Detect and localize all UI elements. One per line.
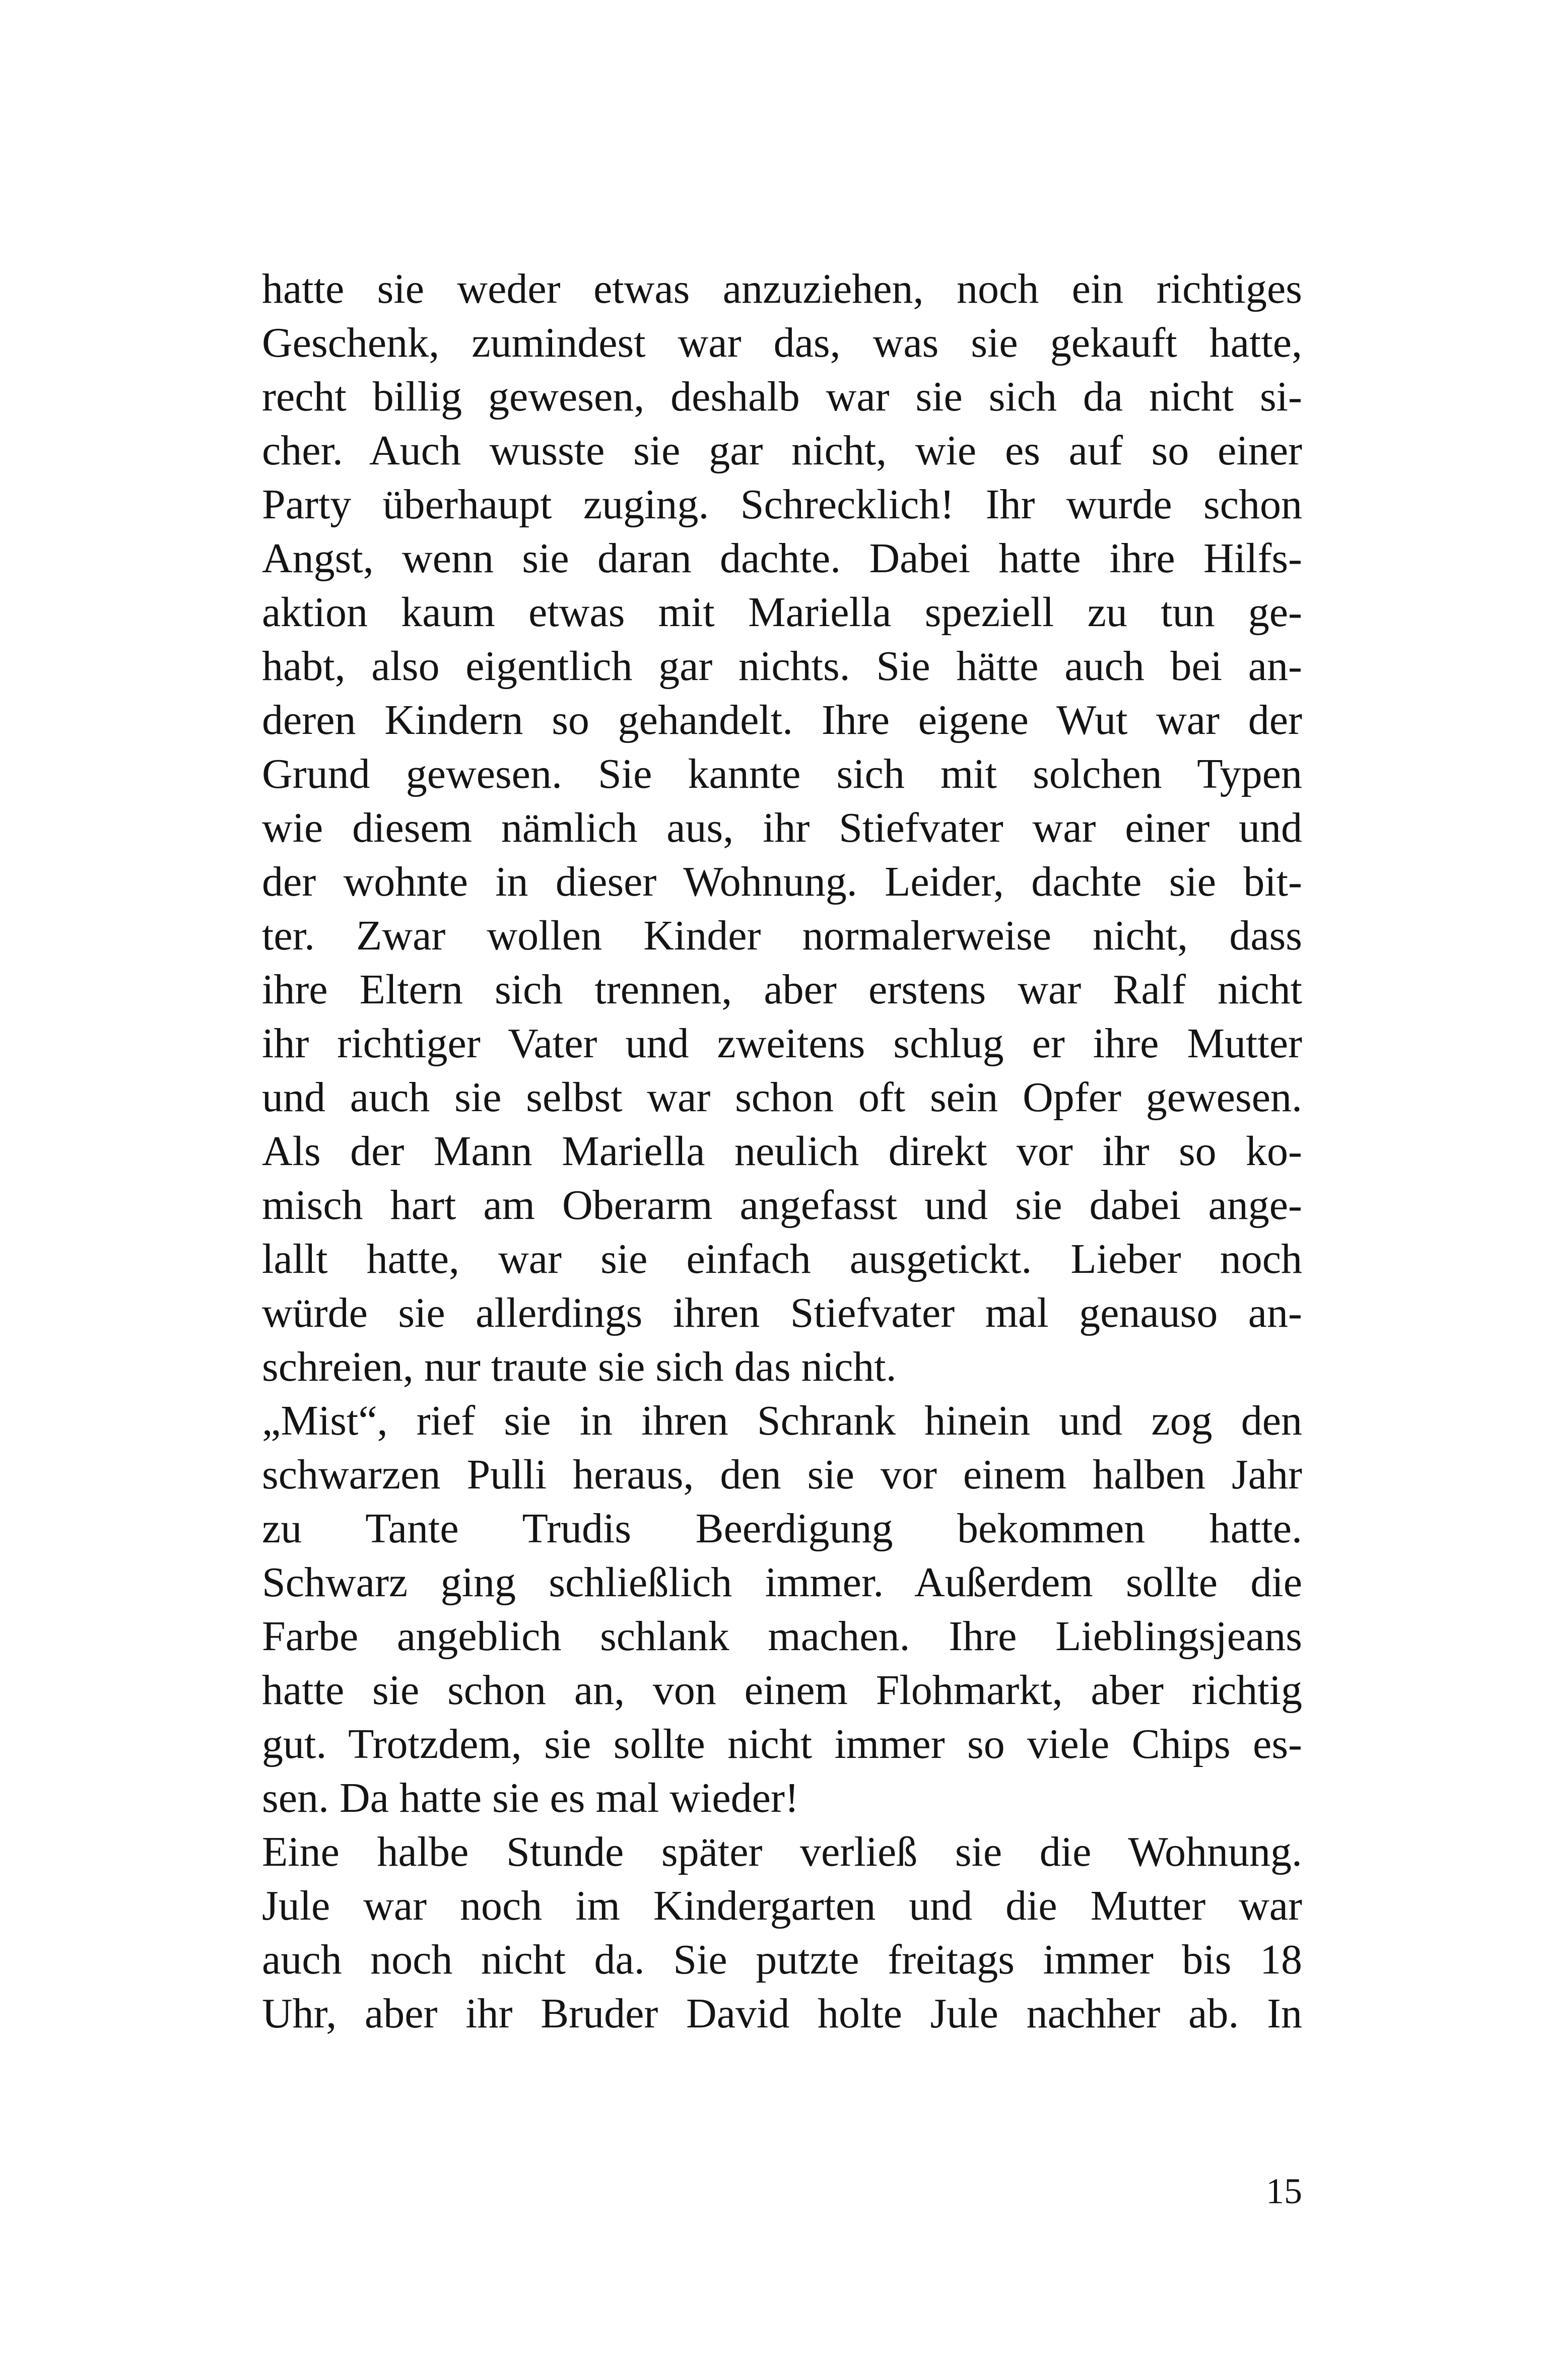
text-line: schwarzen Pulli heraus, den sie vor einem halben Jahr xyxy=(262,1451,1302,1498)
text-line: sen. Da hatte sie es mal wieder! xyxy=(262,1775,799,1821)
text-line: misch hart am Oberarm angefasst und sie dabei ange- xyxy=(262,1182,1302,1229)
text-line: Eine halbe Stunde später verließ sie die Wohnung. xyxy=(262,1828,1302,1875)
text-line: Angst, wenn sie daran dachte. Dabei hatte ihre Hilfs- xyxy=(262,535,1302,582)
text-line: lallt hatte, war sie einfach ausgetickt. Lieber noch xyxy=(262,1236,1302,1282)
text-line: Uhr, aber ihr Bruder David holte Jule nachher ab. In xyxy=(262,1990,1302,2037)
text-line: deren Kindern so gehandelt. Ihre eigene Wut war der xyxy=(262,697,1302,743)
text-line: ihre Eltern sich trennen, aber erstens war Ralf nicht xyxy=(262,966,1302,1013)
text-line: Grund gewesen. Sie kannte sich mit solchen Typen xyxy=(262,751,1302,797)
text-line: recht billig gewesen, deshalb war sie sich da nicht si- xyxy=(262,373,1302,420)
page-number: 15 xyxy=(1266,2171,1302,2211)
text-line: wie diesem nämlich aus, ihr Stiefvater war einer und xyxy=(262,804,1302,851)
text-line: hatte sie weder etwas anzuziehen, noch ein richtiges xyxy=(262,265,1302,312)
text-line: hatte sie schon an, von einem Flohmarkt, aber richtig xyxy=(262,1667,1302,1714)
body-text xyxy=(262,262,1302,2041)
text-line: ihr richtiger Vater und zweitens schlug er ihre Mutter xyxy=(262,1020,1302,1067)
text-line: Schwarz ging schließlich immer. Außerdem sollte die xyxy=(262,1559,1302,1606)
text-line: der wohnte in dieser Wohnung. Leider, dachte sie bit- xyxy=(262,858,1302,905)
text-line: Party überhaupt zuging. Schrecklich! Ihr wurde schon xyxy=(262,481,1302,528)
text-line: aktion kaum etwas mit Mariella speziell zu tun ge- xyxy=(262,589,1302,636)
text-line: Farbe angeblich schlank machen. Ihre Lieblingsjeans xyxy=(262,1613,1302,1660)
text-line: und auch sie selbst war schon oft sein Opfer gewesen. xyxy=(262,1074,1302,1121)
text-line: zu Tante Trudis Beerdigung bekommen hatte. xyxy=(262,1505,1302,1552)
text-line: cher. Auch wusste sie gar nicht, wie es auf so einer xyxy=(262,427,1302,474)
text-line: schreien, nur traute sie sich das nicht. xyxy=(262,1343,897,1390)
text-line: habt, also eigentlich gar nichts. Sie hätte auch bei an- xyxy=(262,643,1302,690)
text-line: gut. Trotzdem, sie sollte nicht immer so viele Chips es- xyxy=(262,1721,1302,1767)
text-line: ter. Zwar wollen Kinder normalerweise nicht, dass xyxy=(262,912,1302,959)
text-line: würde sie allerdings ihren Stiefvater mal genauso an- xyxy=(262,1289,1302,1336)
text-line: Geschenk, zumindest war das, was sie gekauft hatte, xyxy=(262,319,1302,366)
text-line: „Mist“, rief sie in ihren Schrank hinein und zog den xyxy=(262,1397,1302,1444)
text-line: Jule war noch im Kindergarten und die Mutter war xyxy=(262,1882,1302,1929)
text-line: auch noch nicht da. Sie putzte freitags immer bis 18 xyxy=(262,1936,1302,1983)
text-line: Als der Mann Mariella neulich direkt vor ihr so ko- xyxy=(262,1128,1302,1175)
